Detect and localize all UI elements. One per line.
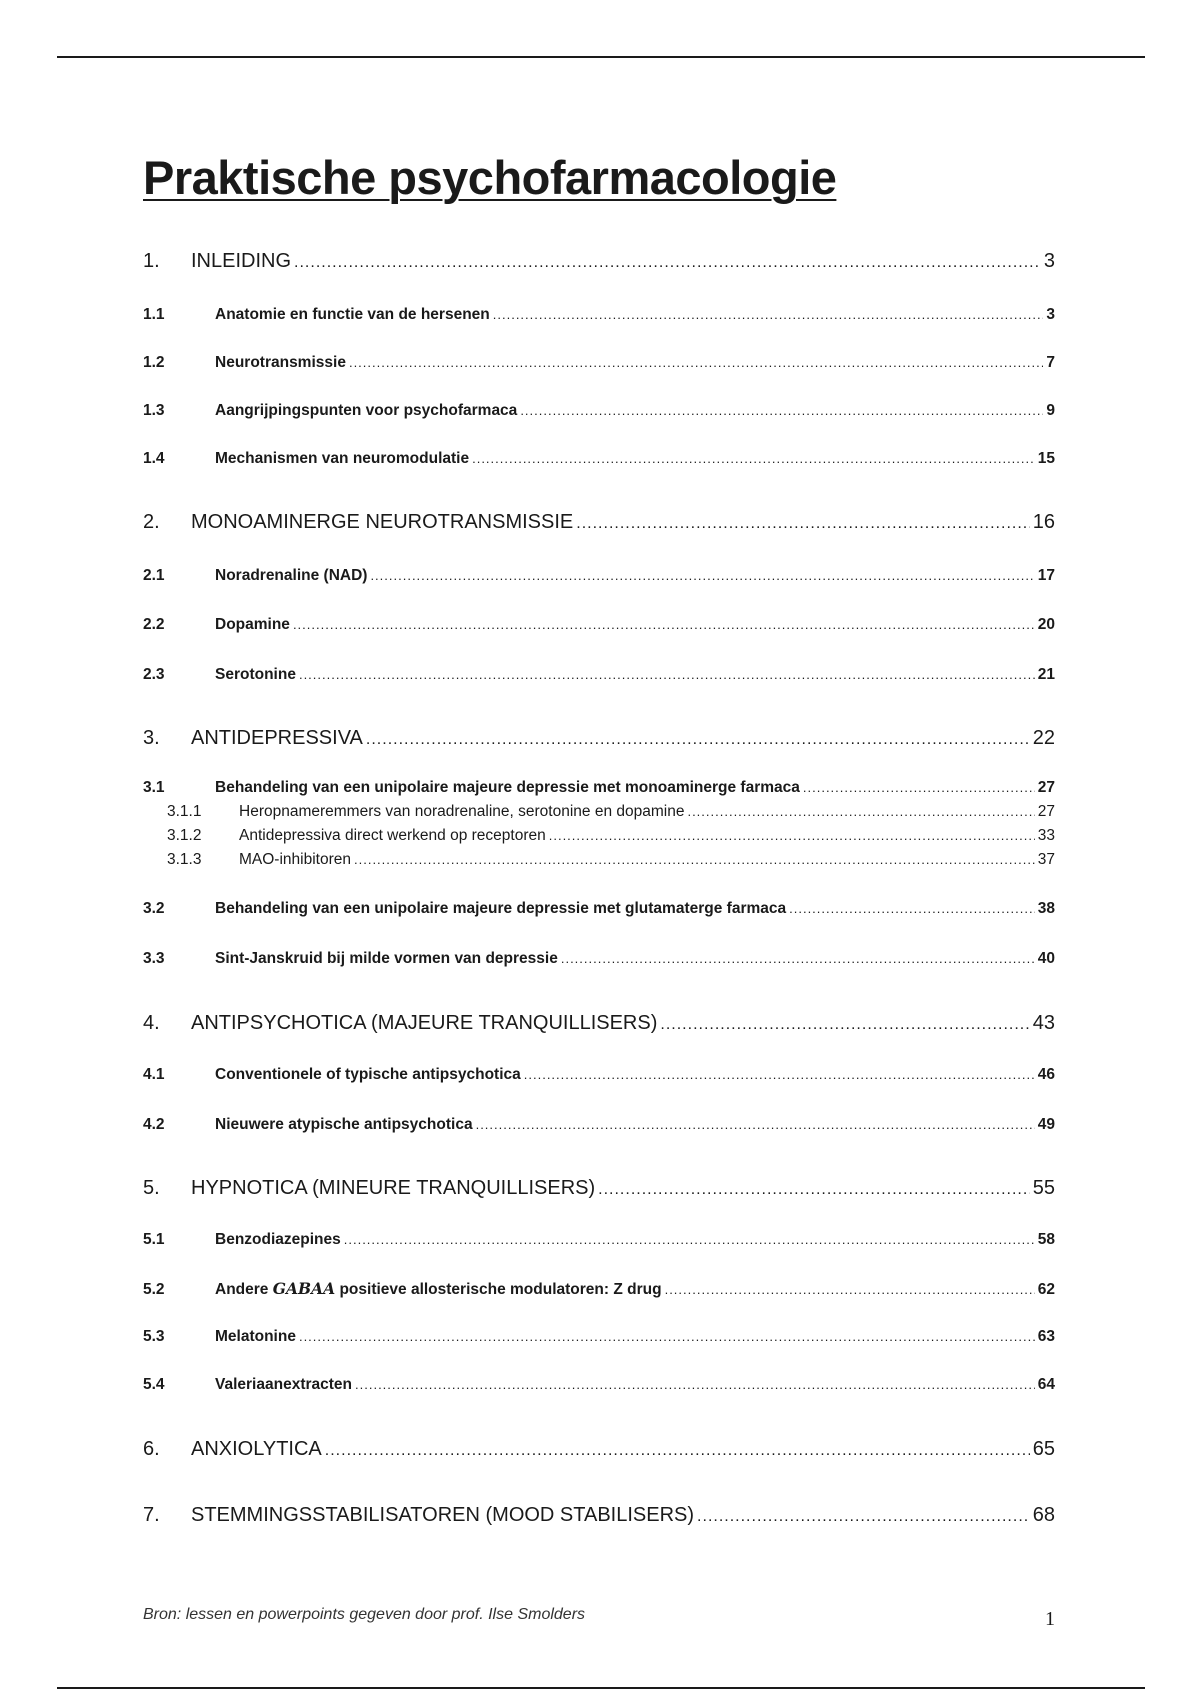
toc-number: 1.1 — [143, 306, 165, 323]
toc-leader — [294, 254, 1041, 272]
toc-number: 1.2 — [143, 354, 165, 371]
toc-number: 3. — [143, 727, 160, 749]
top-rule — [57, 56, 1145, 58]
toc-leader — [349, 355, 1043, 370]
toc-number: 2.3 — [143, 666, 165, 683]
toc-number: 1. — [143, 250, 160, 272]
toc-entry-1-2[interactable] — [143, 354, 1055, 372]
toc-number: 6. — [143, 1438, 160, 1460]
toc-entry-3-1-3[interactable] — [143, 851, 1055, 869]
toc-text: Anatomie en functie van de hersenen — [215, 306, 490, 323]
toc-text: Antidepressiva direct werkend op receptoren — [239, 827, 546, 844]
toc-entry-5-4[interactable] — [143, 1376, 1055, 1394]
toc-page: 55 — [1032, 1177, 1055, 1199]
toc-entry-4[interactable] — [143, 1012, 1055, 1035]
toc-leader — [366, 731, 1030, 749]
toc-number: 4. — [143, 1012, 160, 1034]
toc-leader — [325, 1442, 1030, 1460]
toc-page: 22 — [1032, 727, 1055, 749]
toc-leader — [697, 1508, 1030, 1526]
toc-entry-3-1-2[interactable] — [143, 827, 1055, 845]
toc-leader — [493, 307, 1044, 322]
toc-text: Serotonine — [215, 666, 296, 683]
toc-leader — [549, 828, 1035, 843]
toc-leader — [520, 403, 1043, 418]
toc-text: Behandeling van een unipolaire majeure depressie met glutamaterge farmaca — [215, 900, 787, 917]
toc-leader — [476, 1117, 1035, 1132]
toc-number: 2.1 — [143, 567, 165, 584]
footer-source: Bron: lessen en powerpoints gegeven door prof. Ilse Smolders — [143, 1606, 586, 1623]
toc-text: Valeriaanextracten — [215, 1376, 353, 1393]
toc-page: 7 — [1046, 354, 1055, 371]
toc-number: 2. — [143, 511, 160, 533]
toc-leader — [299, 667, 1035, 682]
toc-entry-4-2[interactable] — [143, 1116, 1055, 1134]
toc-page: 3 — [1046, 306, 1055, 323]
toc-entry-4-1[interactable] — [143, 1066, 1055, 1084]
toc-leader — [598, 1181, 1030, 1199]
toc-text: STEMMINGSSTABILISATOREN (MOOD STABILISERS) — [191, 1504, 695, 1526]
toc-leader — [370, 568, 1034, 583]
toc-page: 17 — [1037, 567, 1055, 584]
toc-leader — [576, 515, 1029, 533]
toc-entry-5-3[interactable] — [143, 1328, 1055, 1346]
toc-page: 68 — [1032, 1504, 1055, 1526]
toc-entry-5-1[interactable] — [143, 1231, 1055, 1249]
toc-text: INLEIDING — [191, 250, 292, 272]
toc-entry-1-1[interactable] — [143, 306, 1055, 324]
toc-text: Melatonine — [215, 1328, 296, 1345]
toc-page: 46 — [1037, 1066, 1055, 1083]
toc-text: Conventionele of typische antipsychotica — [215, 1066, 521, 1083]
toc-page: 63 — [1037, 1328, 1055, 1345]
toc-number: 3.2 — [143, 900, 165, 917]
toc-page: 64 — [1037, 1376, 1055, 1393]
toc-page: 27 — [1037, 779, 1055, 796]
toc-text: Aangrijpingspunten voor psychofarmaca — [215, 402, 518, 419]
toc-page: 40 — [1037, 950, 1055, 967]
toc-text: Nieuwere atypische antipsychotica — [215, 1116, 473, 1133]
bottom-rule — [57, 1687, 1145, 1689]
toc-number: 4.1 — [143, 1066, 165, 1083]
toc-page: 21 — [1037, 666, 1055, 683]
toc-entry-7[interactable] — [143, 1504, 1055, 1527]
toc-page: 20 — [1037, 616, 1055, 633]
toc-number: 3.1.1 — [167, 803, 202, 820]
toc-page: 49 — [1037, 1116, 1055, 1133]
toc-entry-3[interactable] — [143, 727, 1055, 750]
toc-leader — [660, 1016, 1029, 1034]
toc-leader — [354, 852, 1035, 867]
toc-entry-5[interactable] — [143, 1177, 1055, 1200]
toc-page: 43 — [1032, 1012, 1055, 1034]
toc-entry-3-1-1[interactable] — [143, 803, 1055, 821]
toc-leader — [472, 451, 1035, 466]
gabaa-symbol: GABAA — [272, 1279, 336, 1298]
toc-number: 4.2 — [143, 1116, 165, 1133]
toc-number: 3.1.2 — [167, 827, 202, 844]
toc-leader — [561, 951, 1035, 966]
document-title: Praktische psychofarmacologie — [143, 151, 837, 204]
toc-number: 5.1 — [143, 1231, 165, 1248]
toc-number: 5.3 — [143, 1328, 165, 1345]
toc-text: HYPNOTICA (MINEURE TRANQUILLISERS) — [191, 1177, 596, 1199]
toc-number: 5.2 — [143, 1281, 165, 1298]
toc-text: ANXIOLYTICA — [191, 1438, 322, 1460]
toc-text — [215, 1279, 665, 1299]
toc-number: 3.3 — [143, 950, 165, 967]
toc-leader — [687, 804, 1034, 819]
toc-number: 7. — [143, 1504, 160, 1526]
toc-text: ANTIPSYCHOTICA (MAJEURE TRANQUILLISERS) — [191, 1012, 658, 1034]
toc-entry-3-1[interactable] — [143, 779, 1055, 797]
toc-text: Noradrenaline (NAD) — [215, 567, 368, 584]
toc-page: 16 — [1032, 511, 1055, 533]
toc-text: Mechanismen van neuromodulatie — [215, 450, 470, 467]
toc-page: 38 — [1037, 900, 1055, 917]
toc-entry-2-1[interactable] — [143, 567, 1055, 585]
toc-entry-3-2[interactable] — [143, 900, 1055, 918]
toc-page: 33 — [1037, 827, 1055, 844]
toc-number: 3.1 — [143, 779, 165, 796]
toc-text: Behandeling van een unipolaire majeure depressie met monoaminerge farmaca — [215, 779, 800, 796]
toc-leader — [524, 1067, 1035, 1082]
toc-leader — [789, 901, 1035, 916]
toc-text: Sint-Janskruid bij milde vormen van depressie — [215, 950, 558, 967]
toc-entry-2[interactable] — [143, 511, 1055, 534]
toc-entry-2-3[interactable] — [143, 666, 1055, 684]
toc-entry-1[interactable] — [143, 250, 1055, 273]
toc-text: Heropnameremmers van noradrenaline, serotonine en dopamine — [239, 803, 685, 820]
toc-page: 3 — [1043, 250, 1055, 272]
toc-number: 5.4 — [143, 1376, 165, 1393]
toc-entry-2-2[interactable] — [143, 616, 1055, 634]
toc-text-pre: Andere — [215, 1281, 269, 1298]
toc-entry-1-3[interactable] — [143, 402, 1055, 420]
toc-page: 15 — [1037, 450, 1055, 467]
toc-entry-1-4[interactable] — [143, 450, 1055, 468]
toc-number: 1.3 — [143, 402, 165, 419]
toc-page: 37 — [1037, 851, 1055, 868]
toc-text: MONOAMINERGE NEUROTRANSMISSIE — [191, 511, 574, 533]
toc-text: Neurotransmissie — [215, 354, 346, 371]
toc-leader — [344, 1232, 1035, 1247]
toc-text: ANTIDEPRESSIVA — [191, 727, 363, 749]
toc-page: 62 — [1037, 1281, 1055, 1298]
toc-leader — [299, 1329, 1035, 1344]
toc-entry-5-2[interactable] — [143, 1279, 1055, 1299]
toc-page: 9 — [1046, 402, 1055, 419]
toc-number: 2.2 — [143, 616, 165, 633]
toc-text: MAO-inhibitoren — [239, 851, 351, 868]
toc-page: 27 — [1037, 803, 1055, 820]
toc-number: 5. — [143, 1177, 160, 1199]
page-number: 1 — [1045, 1608, 1055, 1630]
toc-leader — [665, 1282, 1035, 1297]
toc-number: 3.1.3 — [167, 851, 202, 868]
toc-page: 58 — [1037, 1231, 1055, 1248]
toc-leader — [355, 1377, 1035, 1392]
toc-leader — [293, 617, 1035, 632]
toc-leader — [803, 780, 1035, 795]
toc-page: 65 — [1032, 1438, 1055, 1460]
toc-entry-3-3[interactable] — [143, 950, 1055, 968]
toc-text-post: positieve allosterische modulatoren: Z drug — [339, 1281, 662, 1298]
toc-text: Dopamine — [215, 616, 290, 633]
toc-number: 1.4 — [143, 450, 165, 467]
toc-entry-6[interactable] — [143, 1438, 1055, 1461]
toc-text: Benzodiazepines — [215, 1231, 341, 1248]
